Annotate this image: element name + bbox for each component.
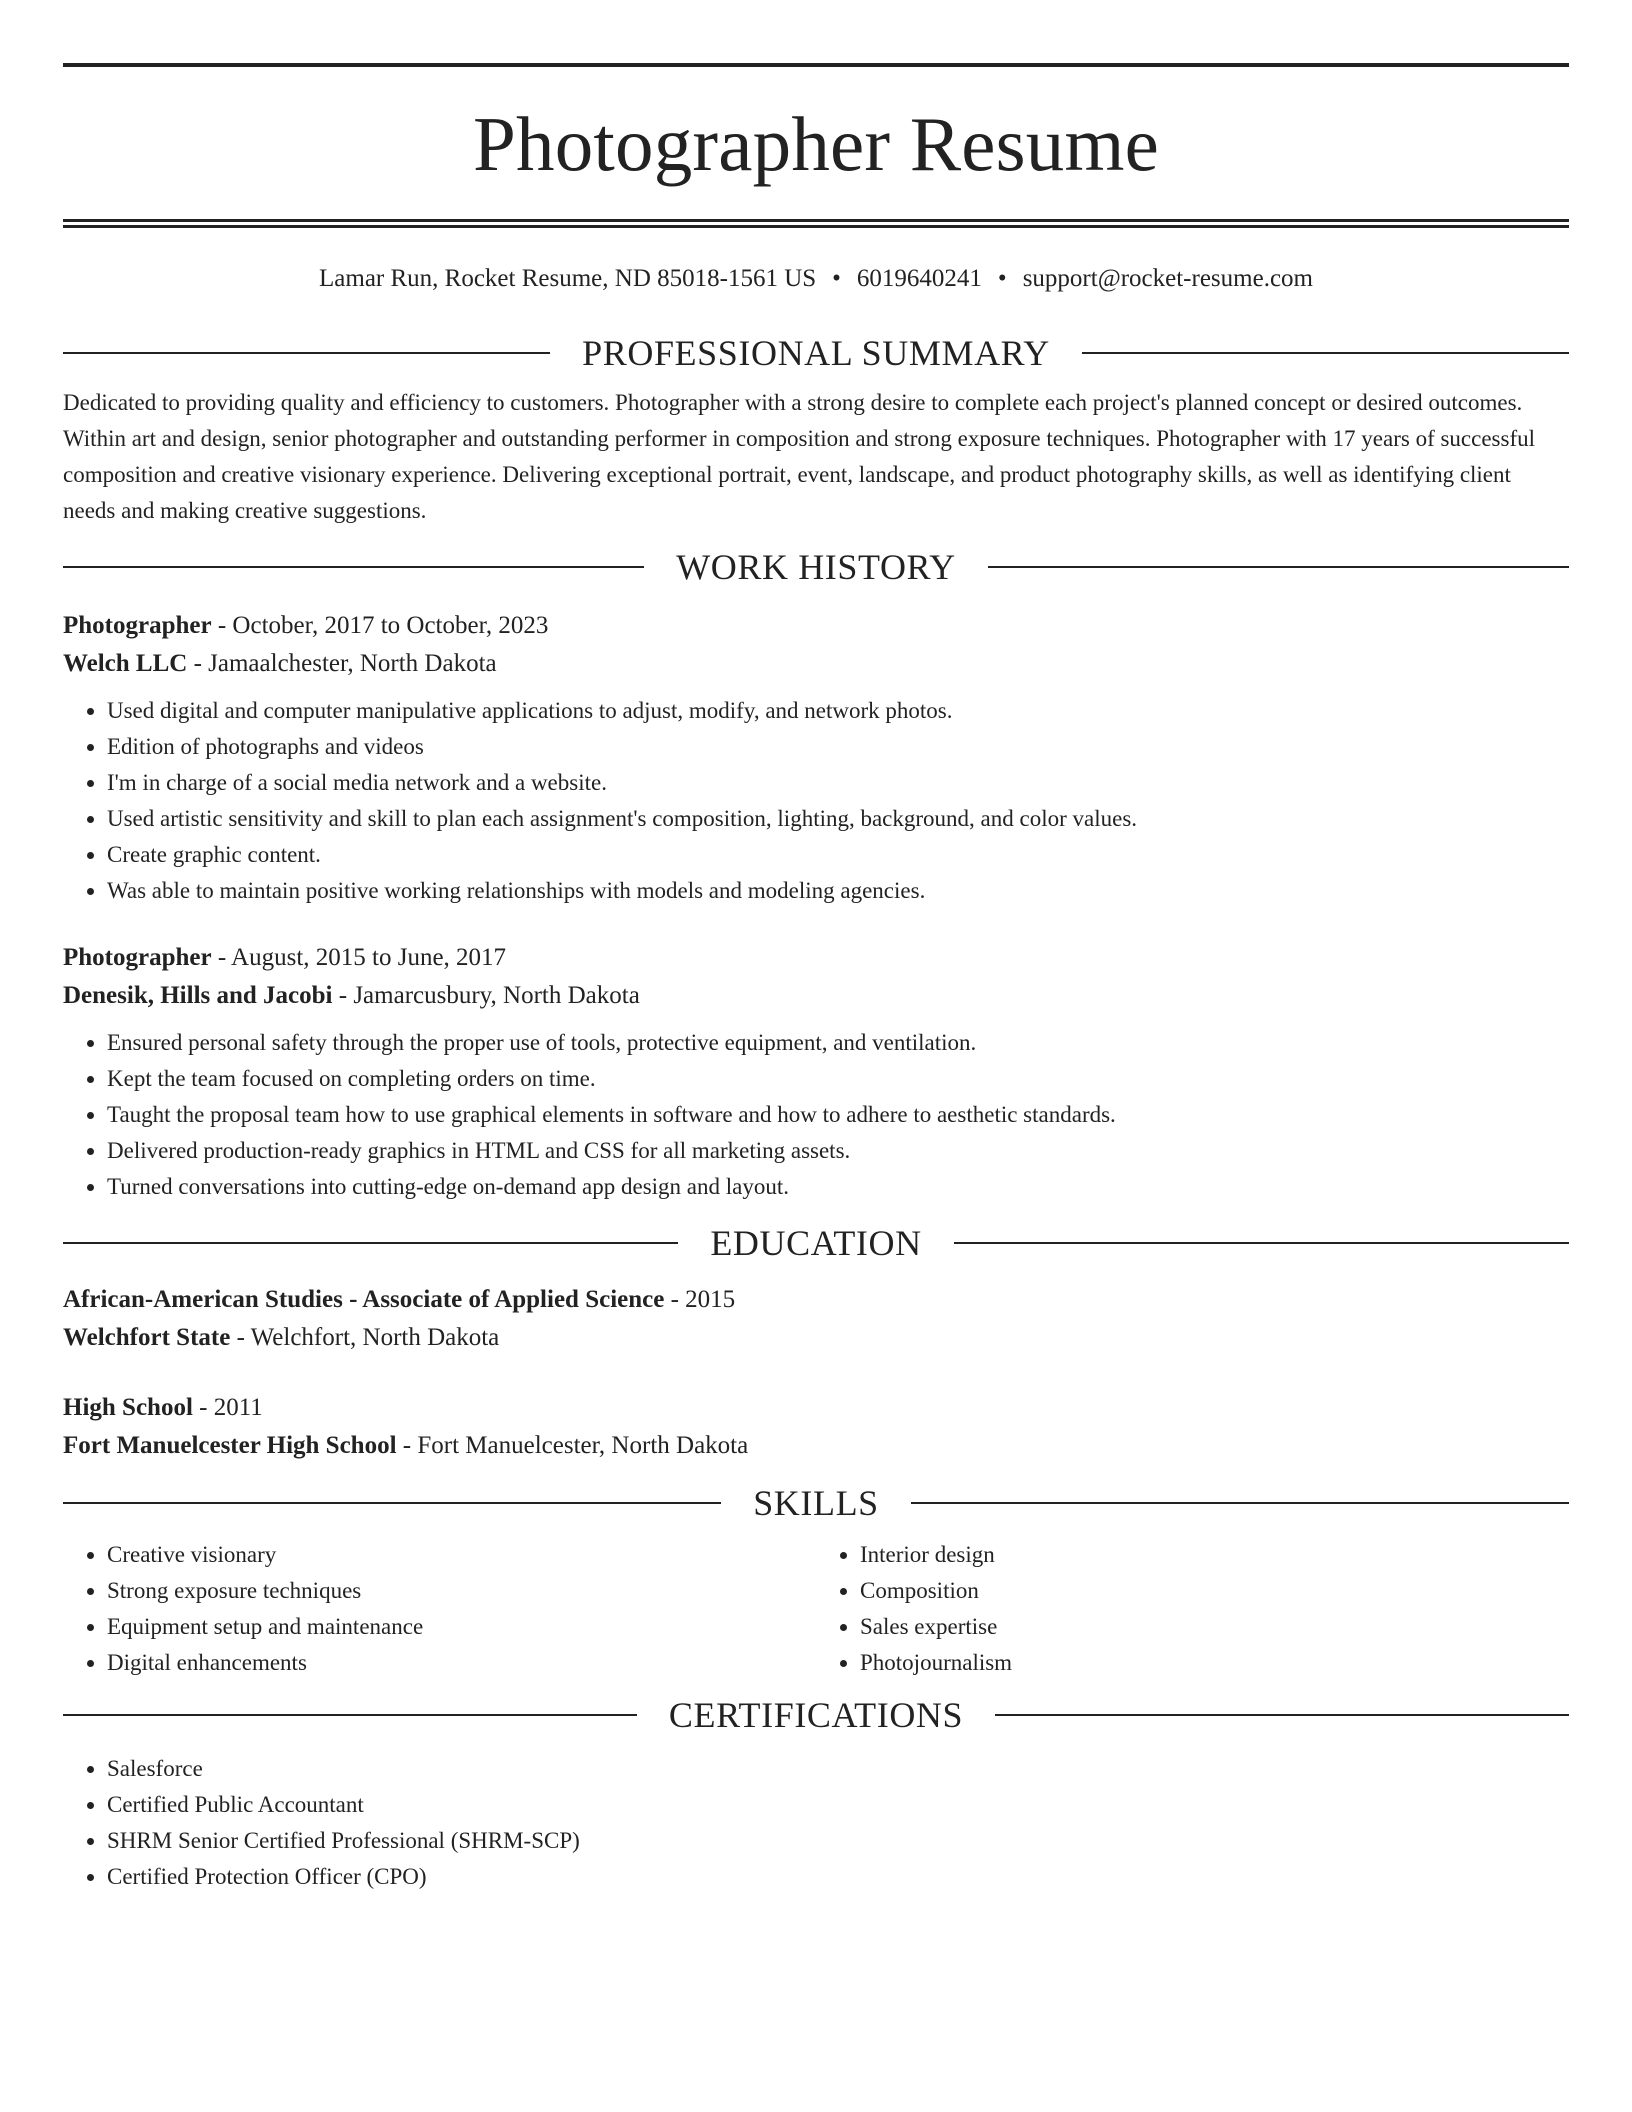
heading-rule (63, 1502, 721, 1504)
list-item: • Taught the proposal team how to use graphical elements in software and how to adhere to aesthetic standards. (107, 1097, 1569, 1133)
heading-rule (911, 1502, 1569, 1504)
skills-column-left (63, 1537, 816, 1681)
list-item: • Used artistic sensitivity and skill to plan each assignment's composition, lighting, background, and color values. (107, 801, 1569, 837)
job-company: Denesik, Hills and Jacobi (63, 982, 333, 1009)
education-degree-line (63, 1281, 1569, 1319)
section-title: CERTIFICATIONS (668, 1695, 964, 1735)
contact-separator: • (832, 265, 841, 292)
job-entry (63, 607, 1569, 909)
job-dates: - October, 2017 to October, 2023 (211, 612, 549, 639)
job-company-line (63, 977, 1569, 1015)
heading-rule (954, 1242, 1569, 1244)
list-item: • I'm in charge of a social media network and a website. (107, 765, 1569, 801)
summary-text: Dedicated to providing quality and efficiency to customers. Photographer with a strong desire to complete each project's planned concept or desired outcomes. Within art and design, senior photographer and outstanding performer in composition and strong exposure techniques. Photographer with 17 years of successful composition and creative visionary experience. Delivering exceptional portrait, event, landscape, and product photography skills, as well as identifying client needs and making creative suggestions. (63, 390, 1536, 523)
list-item: • Strong exposure techniques (107, 1573, 816, 1609)
list-item: • Certified Public Accountant (107, 1787, 1569, 1823)
section-heading-work (63, 547, 1569, 587)
list-item: • Edition of photographs and videos (107, 729, 1569, 765)
list-item: • Certified Protection Officer (CPO) (107, 1859, 1569, 1895)
list-item: • Digital enhancements (107, 1645, 816, 1681)
list-item: • Delivered production-ready graphics in HTML and CSS for all marketing assets. (107, 1133, 1569, 1169)
job-location: - Jamaalchester, North Dakota (187, 650, 497, 677)
list-item: • Creative visionary (107, 1537, 816, 1573)
job-company-line (63, 645, 1569, 683)
heading-rule (63, 566, 644, 568)
contact-line (63, 264, 1569, 294)
section-heading-skills (63, 1483, 1569, 1523)
section-title: WORK HISTORY (676, 547, 956, 587)
heading-rule (63, 352, 550, 354)
list-item: • Turned conversations into cutting-edge on-demand app design and layout. (107, 1169, 1569, 1205)
education-degree: African-American Studies - Associate of Applied Science (63, 1286, 665, 1313)
list-item: • Was able to maintain positive working relationships with models and modeling agencies. (107, 873, 1569, 909)
education-school: Welchfort State (63, 1324, 231, 1351)
section-title: SKILLS (753, 1483, 879, 1523)
section-title: PROFESSIONAL SUMMARY (582, 333, 1050, 373)
section-title: EDUCATION (710, 1223, 922, 1263)
skills-column-right (816, 1537, 1569, 1681)
page-title: Photographer Resume (473, 101, 1159, 187)
job-title: Photographer (63, 944, 212, 971)
contact-separator: • (997, 265, 1007, 292)
heading-rule (1082, 352, 1569, 354)
heading-rule (63, 1242, 678, 1244)
education-entry (63, 1281, 1569, 1357)
list-item: • SHRM Senior Certified Professional (SHRM-SCP) (107, 1823, 1569, 1859)
list-item: • Photojournalism (860, 1645, 1569, 1681)
heading-rule (63, 1714, 637, 1716)
heading-rule (995, 1714, 1569, 1716)
job-bullets (63, 693, 1569, 909)
skills-grid (63, 1537, 1569, 1681)
section-heading-summary (63, 333, 1569, 373)
list-item: • Interior design (860, 1537, 1569, 1573)
job-company: Welch LLC (63, 650, 188, 677)
education-degree: High School (63, 1394, 193, 1421)
education-entry (63, 1389, 1569, 1465)
job-entry (63, 939, 1569, 1205)
list-item: • Composition (860, 1573, 1569, 1609)
top-rule (63, 63, 1569, 67)
job-title-line (63, 939, 1569, 977)
education-school: Fort Manuelcester High School (63, 1432, 397, 1459)
section-heading-certifications (63, 1695, 1569, 1735)
education-year: - 2011 (192, 1394, 263, 1421)
job-dates: - August, 2015 to June, 2017 (211, 944, 507, 971)
list-item: • Sales expertise (860, 1609, 1569, 1645)
list-item: • Equipment setup and maintenance (107, 1609, 816, 1645)
education-degree-line (63, 1389, 1569, 1427)
list-item: • Create graphic content. (107, 837, 1569, 873)
education-school-line (63, 1319, 1569, 1357)
list-item: • Salesforce (107, 1751, 1569, 1787)
list-item: • Kept the team focused on completing orders on time. (107, 1061, 1569, 1097)
job-location: - Jamarcusbury, North Dakota (332, 982, 640, 1009)
job-title-line (63, 607, 1569, 645)
education-location: - Fort Manuelcester, North Dakota (396, 1432, 749, 1459)
list-item: • Ensured personal safety through the proper use of tools, protective equipment, and ventilation. (107, 1025, 1569, 1061)
title-double-rule (63, 219, 1569, 228)
contact-email: support@rocket-resume.com (1022, 265, 1313, 292)
job-bullets (63, 1025, 1569, 1205)
job-title: Photographer (63, 612, 212, 639)
list-item: • Used digital and computer manipulative applications to adjust, modify, and network photos. (107, 693, 1569, 729)
contact-address: Lamar Run, Rocket Resume, ND 85018-1561 US (319, 265, 817, 292)
education-school-line (63, 1427, 1569, 1465)
heading-rule (988, 566, 1569, 568)
contact-phone: 6019640241 (856, 265, 982, 292)
education-location: - Welchfort, North Dakota (230, 1324, 500, 1351)
certifications-list (63, 1751, 1569, 1895)
education-year: - 2015 (664, 1286, 736, 1313)
section-heading-education (63, 1223, 1569, 1263)
